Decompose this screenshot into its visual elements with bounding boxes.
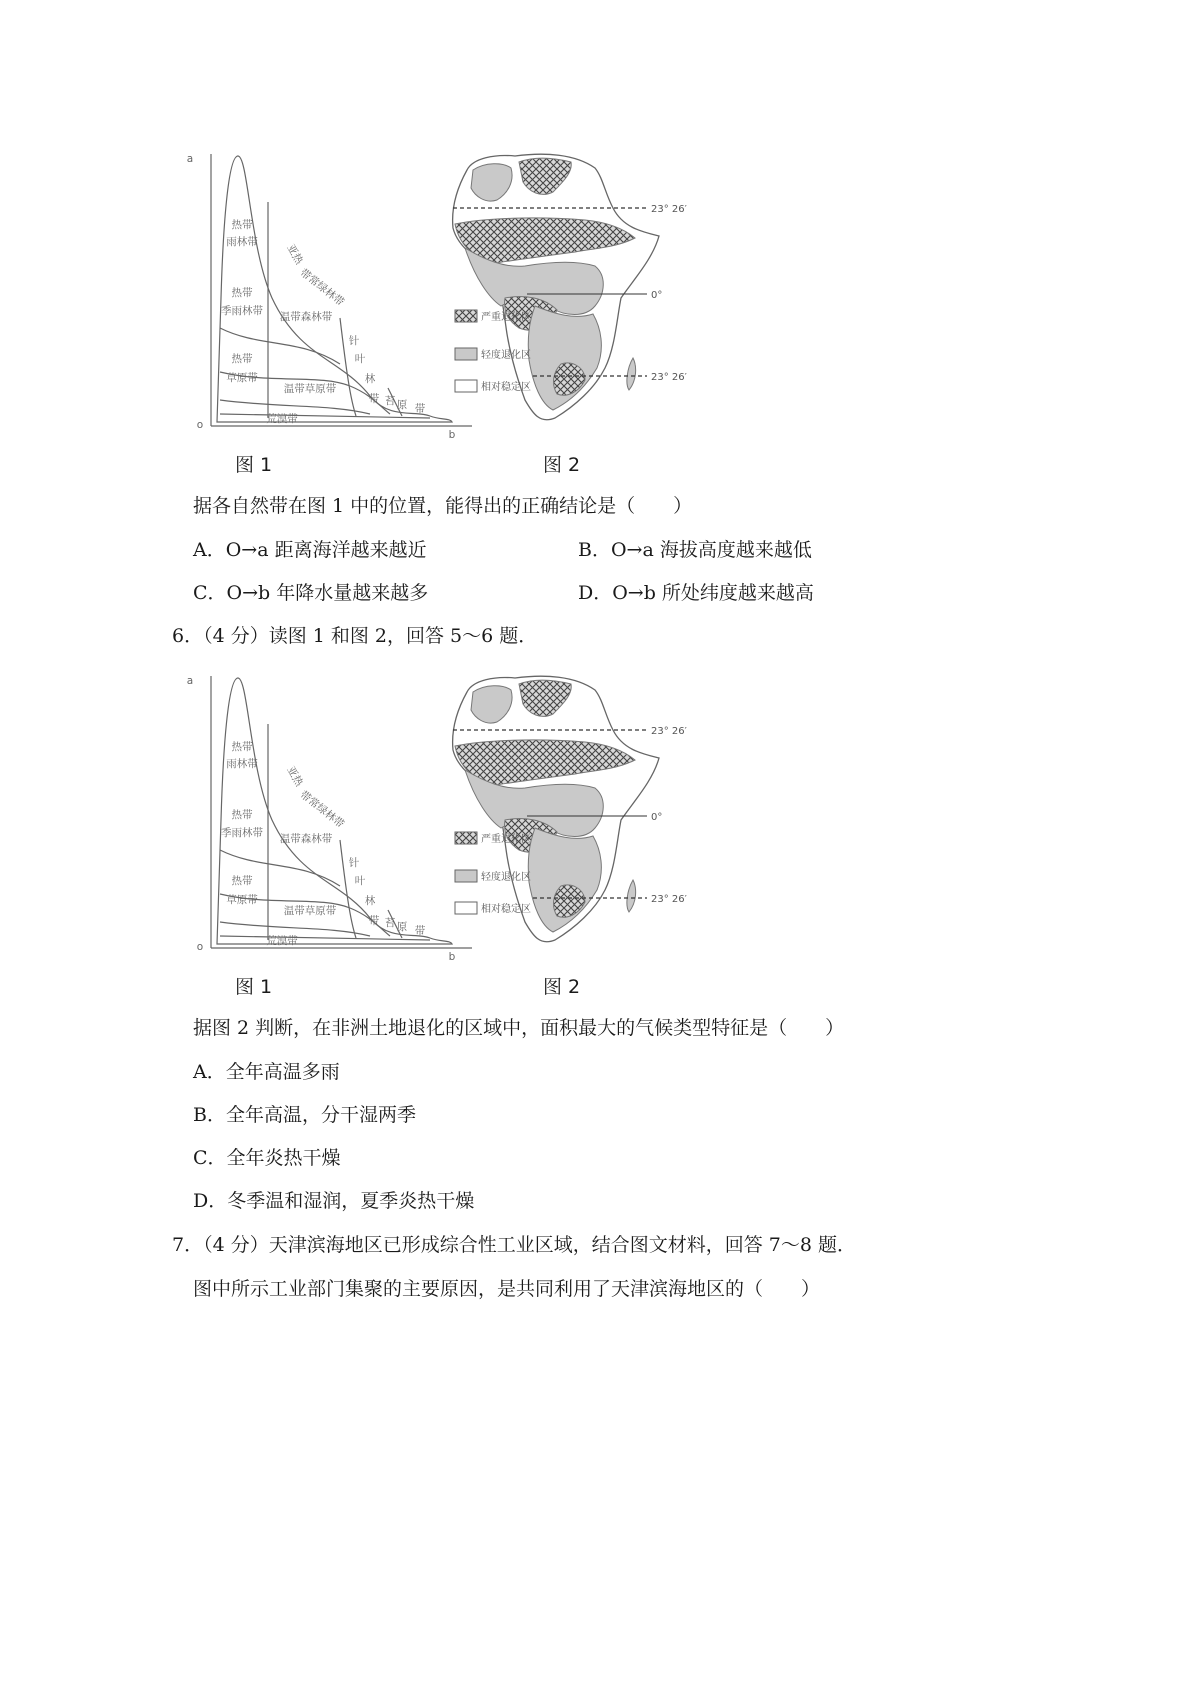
equator-label-2: 0° [651,812,663,823]
zone-monsoon-2: 季雨林带 [221,305,263,317]
figure-1-top [186,148,480,444]
q5-stem: 据各自然带在图 1 中的位置，能得出的正确结论是（ ） [193,495,693,517]
figure-1-caption-top: 图 1 [235,454,273,476]
zone-conifer-4: 带 [368,393,380,405]
zone-conifer-1: 针 [348,335,360,347]
legend-light-swatch-2 [455,870,477,882]
legend-severe-label-2: 严重退化区 [481,834,531,845]
zone-tundra-1: 苔 [384,395,396,407]
zone-monsoon-1b: 热带 [231,809,253,821]
legend-stable-label-2: 相对稳定区 [481,904,531,915]
lat-south-label: 23° 26′ [651,372,687,383]
axis-b-label: b [448,429,456,441]
zone-monsoon-2b: 季雨林带 [221,827,263,839]
zone-subtropical-1b: 亚热 [284,764,306,789]
q5-option-c[interactable]: C．O→b 年降水量越来越多 [193,582,429,604]
q6-header: 6．（4 分）读图 1 和图 2，回答 5～6 题． [172,625,538,647]
q6-stem: 据图 2 判断，在非洲土地退化的区域中，面积最大的气候类型特征是（ ） [193,1017,845,1039]
zone-savanna-2: 草原带 [226,372,258,384]
figure-2-top [445,148,705,444]
zone-subtropical-2b: 带常绿林带 [297,788,347,831]
zone-subtropical-1: 亚热 [284,242,306,267]
legend-severe-swatch-2 [455,832,477,844]
zone-conifer-3: 林 [364,373,376,385]
natural-zone-diagram [186,148,480,441]
zone-rainforest-1b: 热带 [231,741,253,753]
africa-degradation-map [445,148,705,440]
zone-rainforest-1: 热带 [231,219,253,231]
figure-2-bottom [445,670,705,966]
zone-conifer-3b: 林 [364,895,376,907]
zone-rainforest-2b: 雨林带 [226,758,258,770]
zone-desert-b: 荒漠带 [266,935,298,947]
figure-2-caption-bottom: 图 2 [543,976,581,998]
legend-light-label: 轻度退化区 [481,350,531,361]
zone-temperate-forest-b: 温带森林带 [279,833,333,845]
figure-2-caption-top: 图 2 [543,454,581,476]
legend-stable-swatch [455,380,477,392]
q5-option-b[interactable]: B．O→a 海拔高度越来越低 [578,539,812,561]
zone-tundra-3b: 带 [414,925,426,937]
legend-severe-swatch [455,310,477,322]
q6-option-a[interactable]: A．全年高温多雨 [193,1061,340,1083]
legend-stable-swatch-2 [455,902,477,914]
figure-1-bottom [186,670,480,966]
axis-a-label: a [186,153,194,165]
zone-conifer-2b: 叶 [354,875,366,887]
q5-option-d[interactable]: D．O→b 所处纬度越来越高 [578,582,814,604]
legend-light-label-2: 轻度退化区 [481,872,531,883]
natural-zone-diagram-2 [186,670,480,963]
zone-temperate-grass: 温带草原带 [283,383,337,395]
origin-label-2: o [196,941,204,953]
zone-tundra-2: 原 [396,399,408,411]
axis-b-label-2: b [448,951,456,963]
lat-north-label-2: 23° 26′ [651,726,687,737]
zone-conifer-4b: 带 [368,915,380,927]
q6-option-c[interactable]: C．全年炎热干燥 [193,1147,341,1169]
zone-rainforest-2: 雨林带 [226,236,258,248]
q7-header: 7．（4 分）天津滨海地区已形成综合性工业区域，结合图文材料，回答 7～8 题． [172,1234,856,1256]
zone-tundra-2b: 原 [396,921,408,933]
zone-temperate-grass-b: 温带草原带 [283,905,337,917]
zone-tundra-1b: 苔 [384,917,396,929]
figure-1-caption-bottom: 图 1 [235,976,273,998]
lat-north-label: 23° 26′ [651,204,687,215]
zone-monsoon-1: 热带 [231,287,253,299]
equator-label: 0° [651,290,663,301]
africa-degradation-map-2 [445,670,705,962]
zone-tundra-3: 带 [414,403,426,415]
zone-subtropical-2: 带常绿林带 [297,266,347,309]
zone-savanna-1: 热带 [231,353,253,365]
legend-severe-label: 严重退化区 [481,312,531,323]
zone-savanna-2b: 草原带 [226,894,258,906]
axis-a-label-2: a [186,675,194,687]
zone-temperate-forest: 温带森林带 [279,311,333,323]
q6-option-b[interactable]: B．全年高温，分干湿两季 [193,1104,416,1126]
lat-south-label-2: 23° 26′ [651,894,687,905]
zone-conifer-1b: 针 [348,857,360,869]
zone-desert: 荒漠带 [266,413,298,425]
legend-stable-label: 相对稳定区 [481,382,531,393]
origin-label: o [196,419,204,431]
legend-light-swatch [455,348,477,360]
q6-option-d[interactable]: D．冬季温和湿润，夏季炎热干燥 [193,1190,475,1212]
zone-conifer-2: 叶 [354,353,366,365]
q7-stem: 图中所示工业部门集聚的主要原因，是共同利用了天津滨海地区的（ ） [193,1278,821,1300]
zone-savanna-1b: 热带 [231,875,253,887]
q5-option-a[interactable]: A．O→a 距离海洋越来越近 [193,539,427,561]
